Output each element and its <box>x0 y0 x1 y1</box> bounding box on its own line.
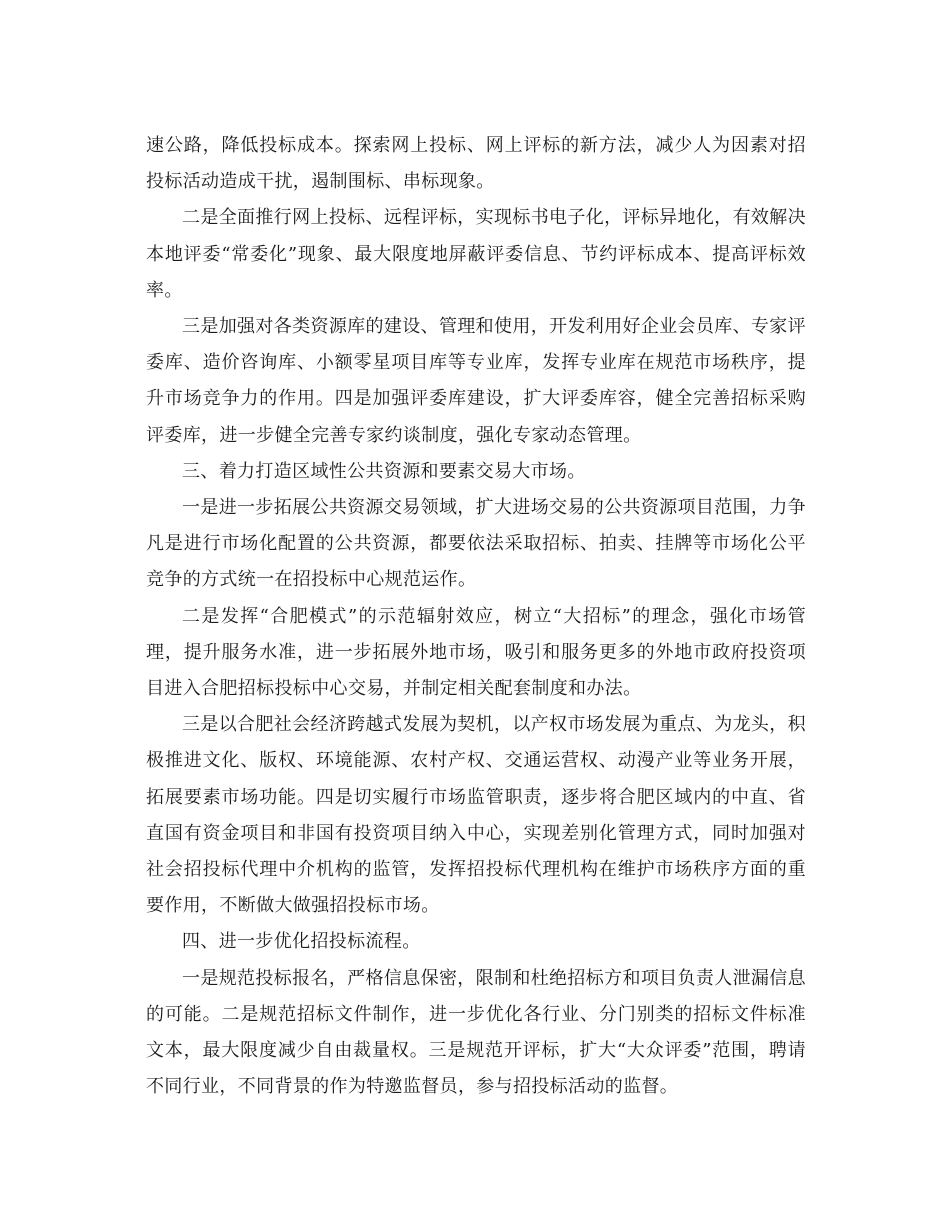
section-heading-3: 三、着力打造区域性公共资源和要素交易大市场。 <box>182 460 586 482</box>
paragraph-process-optimization: 一是规范投标报名，严格信息保密，限制和杜绝招标方和项目负责人泄漏信息的可能。二是规范招标文件制作，进一步优化各行业、分门别类的招标文件标准文本，最大限度减少自由裁量权。三是规范开评标，扩大“大众评委”范围，聘请不同行业，不同背景的作为特邀监督员，参与招投标活动的监督。 <box>146 967 806 1098</box>
paragraph-resource-database: 三是加强对各类资源库的建设、管理和使用，开发利用好企业会员库、专家评委库、造价咨询库、小额零星项目库等专业库，发挥专业库在规范市场秩序，提升市场竞争力的作用。四是加强评委库建设，扩大评委库容，健全完善招标采购评委库，进一步健全完善专家约谈制度，强化专家动态管理。 <box>146 316 806 446</box>
document-page <box>146 128 806 1105</box>
paragraph-property-market: 三是以合肥社会经济跨越式发展为契机，以产权市场发展为重点、为龙头，积极推进文化、版权、环境能源、农村产权、交通运营权、动漫产业等业务开展，拓展要素市场功能。四是切实履行市场监管职责，逐步将合肥区域内的中直、省直国有资金项目和非国有投资项目纳入中心，实现差别化管理方式，同时加强对社会招投标代理中介机构的监管，发挥招投标代理机构在维护市场秩序方面的重要作用，不断做大做强招投标市场。 <box>146 714 806 917</box>
section-heading-4: 四、进一步优化招投标流程。 <box>182 931 421 953</box>
paragraph-hefei-model: 二是发挥“合肥模式”的示范辐射效应，树立“大招标”的理念，强化市场管理，提升服务水准，进一步拓展外地市场，吸引和服务更多的外地市政府投资项目进入合肥招标投标中心交易，并制定相关配套制度和办法。 <box>146 605 806 700</box>
paragraph-online-bidding: 二是全面推行网上投标、远程评标，实现标书电子化，评标异地化，有效解决本地评委“常委化”现象、最大限度地屏蔽评委信息、节约评标成本、提高评标效率。 <box>146 207 806 301</box>
paragraph-public-resources: 一是进一步拓展公共资源交易领域，扩大进场交易的公共资源项目范围，力争凡是进行市场化配置的公共资源，都要依法采取招标、拍卖、挂牌等市场化公平竞争的方式统一在招投标中心规范运作。 <box>146 497 806 591</box>
paragraph-continuation: 速公路，降低投标成本。探索网上投标、网上评标的新方法，减少人为因素对招投标活动造成干扰，遏制围标、串标现象。 <box>146 135 806 193</box>
